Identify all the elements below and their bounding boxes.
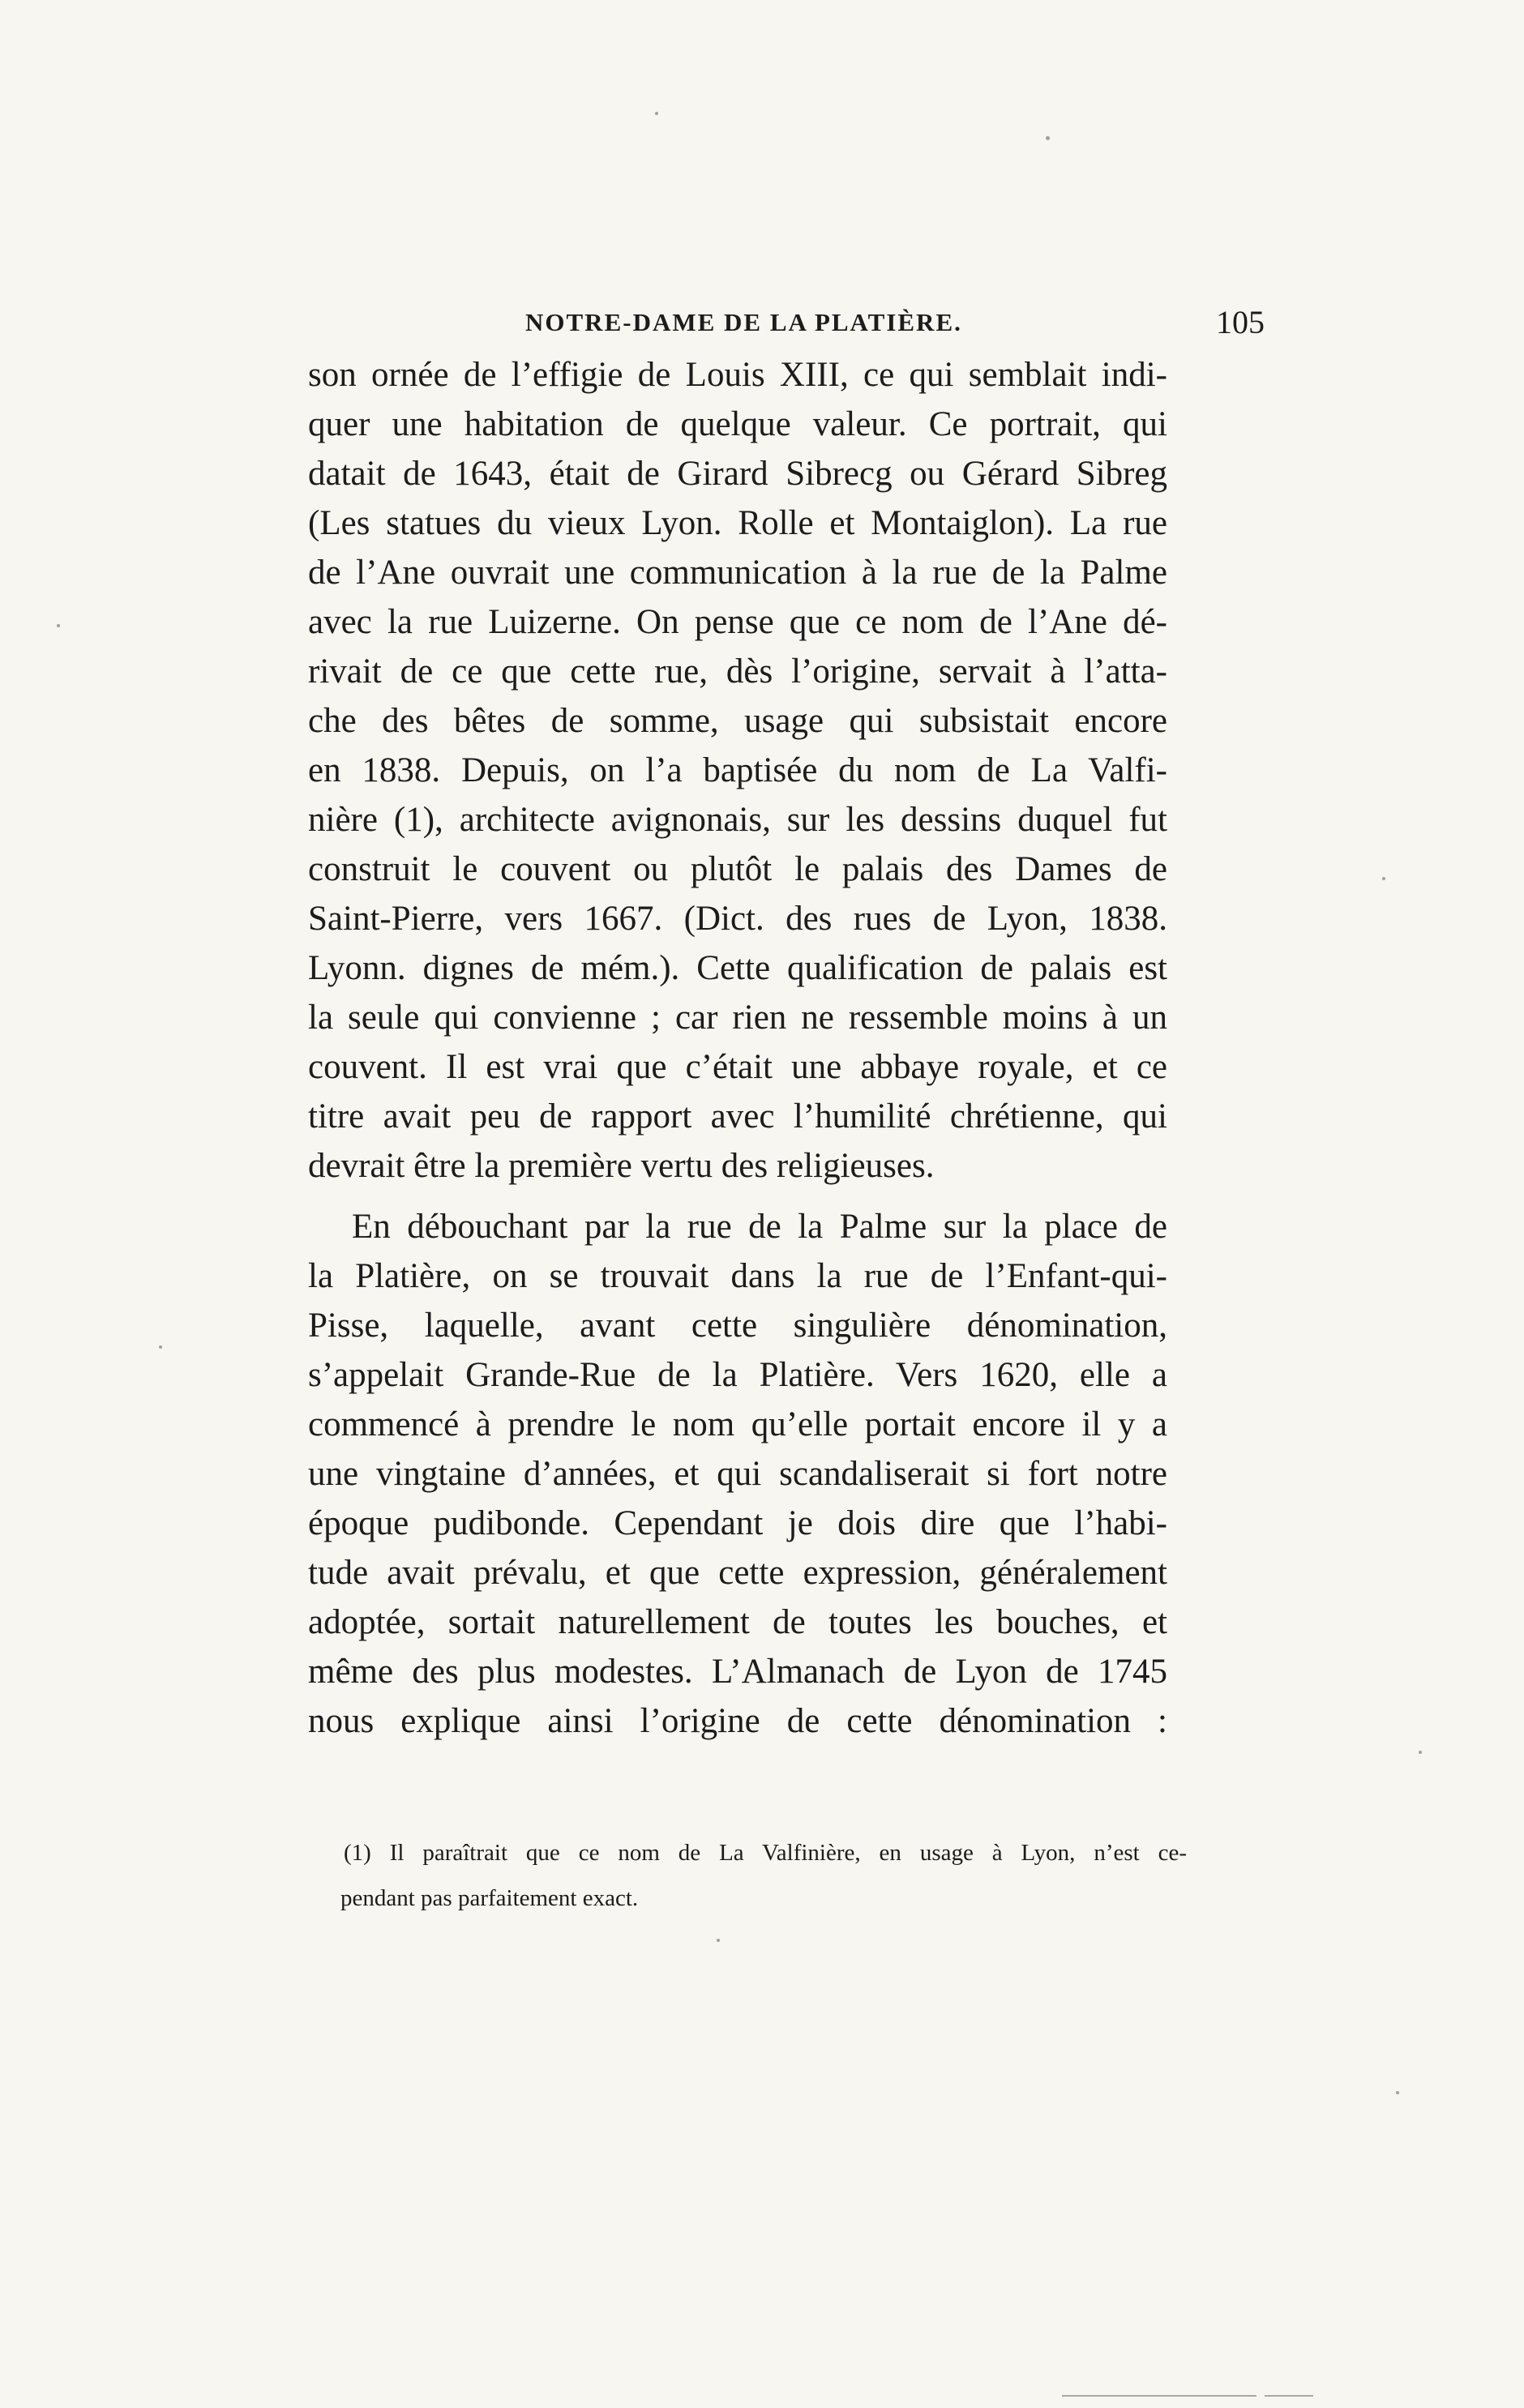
scan-speck xyxy=(57,624,60,627)
body-text xyxy=(308,350,1167,1746)
scan-speck xyxy=(1382,877,1385,880)
page-number: 105 xyxy=(1216,304,1265,340)
text-line: nous explique ainsi l’origine de cette dénomination : xyxy=(308,1702,1167,1740)
paragraph-gap xyxy=(308,1191,1167,1202)
text-line: en 1838. Depuis, on l’a baptisée du nom de La Valfi- xyxy=(308,751,1167,789)
text-line: nière (1), architecte avignonais, sur les dessins duquel fut xyxy=(308,801,1167,839)
text-line: s’appelait Grande-Rue de la Platière. Vers 1620, elle a xyxy=(308,1356,1167,1394)
scan-edge-mark xyxy=(1265,2395,1313,2397)
text-line: titre avait peu de rapport avec l’humilité chrétienne, qui xyxy=(308,1097,1167,1136)
footnote-line: pendant pas parfaitement exact. xyxy=(340,1885,639,1911)
scan-edge-mark xyxy=(1062,2395,1256,2397)
text-line: En débouchant par la rue de la Palme sur la place de xyxy=(352,1208,1167,1246)
text-line: la Platière, on se trouvait dans la rue de l’Enfant-qui- xyxy=(308,1257,1167,1295)
text-line: une vingtaine d’années, et qui scandaliserait si fort notre xyxy=(308,1455,1167,1493)
footnote xyxy=(340,1830,1187,1921)
paragraph-1 xyxy=(308,350,1167,1191)
text-line: tude avait prévalu, et que cette expression, généralement xyxy=(308,1554,1167,1592)
scan-speck xyxy=(655,112,658,115)
running-header xyxy=(308,303,1281,352)
text-line: (Les statues du vieux Lyon. Rolle et Montaiglon). La rue xyxy=(308,504,1167,542)
text-line: construit le couvent ou plutôt le palais des Dames de xyxy=(308,850,1167,888)
scan-speck xyxy=(717,1939,720,1942)
running-title: NOTRE-DAME DE LA PLATIÈRE. xyxy=(525,308,962,336)
text-line: Saint-Pierre, vers 1667. (Dict. des rues de Lyon, 1838. xyxy=(308,900,1167,938)
text-line: couvent. Il est vrai que c’était une abbaye royale, et ce xyxy=(308,1048,1167,1086)
scan-speck xyxy=(1419,1751,1422,1754)
text-line: devrait être la première vertu des religieuses. xyxy=(308,1147,935,1185)
text-line: datait de 1643, était de Girard Sibrecg ou Gérard Sibreg xyxy=(308,455,1167,493)
footnote-line: (1) Il paraîtrait que ce nom de La Valfinière, en usage à Lyon, n’est ce- xyxy=(344,1840,1187,1866)
text-line: rivait de ce que cette rue, dès l’origine, servait à l’atta- xyxy=(308,652,1167,691)
text-line: même des plus modestes. L’Almanach de Lyon de 1745 xyxy=(308,1653,1167,1691)
paragraph-2 xyxy=(308,1202,1167,1746)
text-line: che des bêtes de somme, usage qui subsistait encore xyxy=(308,702,1167,740)
scan-speck xyxy=(1396,2091,1399,2094)
text-line: adoptée, sortait naturellement de toutes les bouches, et xyxy=(308,1603,1167,1641)
text-line: commencé à prendre le nom qu’elle portait encore il y a xyxy=(308,1405,1167,1444)
text-line: de l’Ane ouvrait une communication à la rue de la Palme xyxy=(308,554,1167,592)
text-line: Pisse, laquelle, avant cette singulière dénomination, xyxy=(308,1307,1167,1345)
text-line: époque pudibonde. Cependant je dois dire que l’habi- xyxy=(308,1504,1167,1542)
text-line: la seule qui convienne ; car rien ne ressemble moins à un xyxy=(308,999,1167,1037)
scan-speck xyxy=(159,1345,162,1349)
text-line: avec la rue Luizerne. On pense que ce nom de l’Ane dé- xyxy=(308,603,1167,641)
text-line: son ornée de l’effigie de Louis XIII, ce qui semblait indi- xyxy=(308,356,1167,394)
text-line: quer une habitation de quelque valeur. Ce portrait, qui xyxy=(308,405,1167,443)
text-line: Lyonn. dignes de mém.). Cette qualification de palais est xyxy=(308,949,1167,987)
scan-speck xyxy=(1046,136,1050,140)
